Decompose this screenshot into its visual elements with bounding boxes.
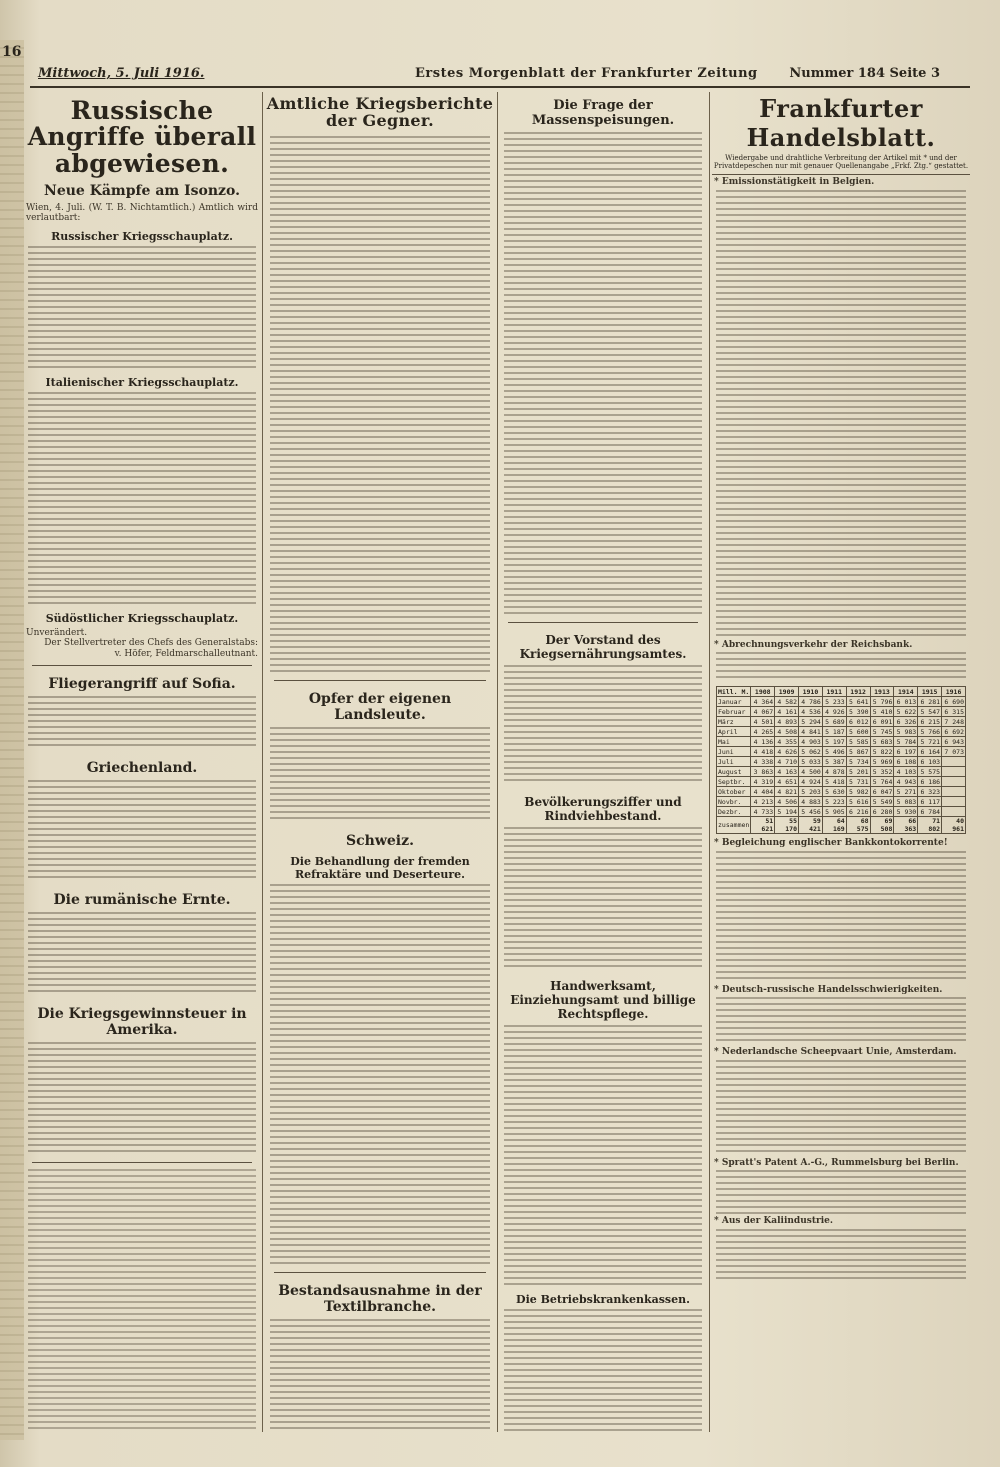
table-cell: 5 766 bbox=[918, 727, 942, 737]
headline-population: Bevölkerungsziffer und Rindviehbestand. bbox=[524, 795, 682, 823]
table-cell: 4 136 bbox=[751, 737, 775, 747]
column-1 bbox=[24, 92, 260, 1432]
dateline: Wien, 4. Juli. (W. T. B. Nichtamtlich.) Amtlich wird verlautbart: bbox=[26, 202, 258, 224]
table-cell: 6 281 bbox=[918, 697, 942, 707]
table-cell: 4 883 bbox=[799, 797, 823, 807]
table-cell: 5 585 bbox=[846, 737, 870, 747]
table-cell: 5 352 bbox=[870, 767, 894, 777]
table-cell: 4 536 bbox=[799, 707, 823, 717]
table-cell: 5 905 bbox=[822, 807, 846, 817]
table-cell: 4 651 bbox=[775, 777, 799, 787]
table-cell: 4 161 bbox=[775, 707, 799, 717]
table-cell: 6 197 bbox=[894, 747, 918, 757]
lead-headline: Russische Angriffe überall abgewiesen. bbox=[27, 96, 257, 178]
divider bbox=[274, 680, 486, 681]
divider bbox=[274, 1272, 486, 1273]
section-italian-front: Italienischer Kriegsschauplatz. bbox=[45, 375, 239, 389]
page-number: 16 bbox=[2, 44, 22, 60]
table-month-cell: Januar bbox=[717, 697, 751, 707]
table-cell: 5 410 bbox=[870, 707, 894, 717]
table-cell: 5 982 bbox=[846, 787, 870, 797]
table-cell: 4 213 bbox=[751, 797, 775, 807]
divider bbox=[508, 622, 698, 623]
table-row bbox=[717, 797, 966, 807]
divider bbox=[32, 665, 252, 666]
table-year-header: 1910 bbox=[799, 687, 823, 697]
table-year-header: 1915 bbox=[918, 687, 942, 697]
table-cell bbox=[942, 787, 966, 797]
table-cell: 5 983 bbox=[894, 727, 918, 737]
table-row bbox=[717, 757, 966, 767]
page-header bbox=[30, 60, 970, 88]
table-month-cell: Septbr. bbox=[717, 777, 751, 787]
table-cell: 4 821 bbox=[775, 787, 799, 797]
item-potash: * Aus der Kaliindustrie. bbox=[714, 1216, 833, 1226]
table-cell: 6 108 bbox=[894, 757, 918, 767]
article-body bbox=[716, 997, 966, 1045]
table-cell: 5 575 bbox=[918, 767, 942, 777]
table-cell: 4 926 bbox=[822, 707, 846, 717]
table-cell: 6 326 bbox=[894, 717, 918, 727]
table-cell: 5 630 bbox=[822, 787, 846, 797]
headline-sofia: Fliegerangriff auf Sofia. bbox=[48, 676, 236, 693]
table-cell bbox=[942, 807, 966, 817]
table-row bbox=[717, 777, 966, 787]
article-body bbox=[28, 780, 256, 882]
table-cell: 4 404 bbox=[751, 787, 775, 797]
article-body bbox=[504, 1309, 702, 1432]
table-cell: 5 033 bbox=[799, 757, 823, 767]
signoff: Der Stellvertreter des Chefs des Generalstabs: bbox=[44, 638, 258, 649]
signoff-name: v. Höfer, Feldmarschalleutnant. bbox=[114, 648, 258, 659]
header-date: Mittwoch, 5. Juli 1916. bbox=[38, 66, 205, 81]
article-body bbox=[716, 851, 966, 983]
header-title: Erstes Morgenblatt der Frankfurter Zeitung bbox=[415, 66, 758, 81]
table-cell: 5 203 bbox=[799, 787, 823, 797]
item-shipping-union: * Nederlandsche Scheepvaart Unie, Amsterdam. bbox=[714, 1047, 957, 1057]
table-cell: 4 067 bbox=[751, 707, 775, 717]
column-2 bbox=[266, 92, 494, 1432]
table-cell: 5 233 bbox=[822, 697, 846, 707]
article-body bbox=[270, 1319, 490, 1429]
clearing-stats-table bbox=[716, 686, 966, 834]
table-cell: 5 197 bbox=[822, 737, 846, 747]
table-row bbox=[717, 787, 966, 797]
headline-harvest: Die rumänische Ernte. bbox=[53, 892, 231, 909]
table-cell: 5 616 bbox=[846, 797, 870, 807]
article-body bbox=[504, 132, 702, 616]
table-row bbox=[717, 767, 966, 777]
table-cell: 5 390 bbox=[846, 707, 870, 717]
article-body bbox=[504, 1025, 702, 1287]
table-cell: 4 878 bbox=[822, 767, 846, 777]
column-3 bbox=[500, 92, 706, 1432]
item-english-banks: * Begleichung englischer Bankkontokorrente! bbox=[714, 838, 948, 848]
table-total-cell: 51 621 bbox=[751, 817, 775, 834]
table-row bbox=[717, 707, 966, 717]
table-cell bbox=[942, 777, 966, 787]
table-cell: 5 456 bbox=[799, 807, 823, 817]
section-masthead: Frankfurter Handelsblatt. bbox=[746, 94, 936, 152]
headline-reports: Amtliche Kriegsberichte der Gegner. bbox=[266, 94, 494, 130]
table-cell: 5 418 bbox=[822, 777, 846, 787]
table-cell: 5 641 bbox=[846, 697, 870, 707]
table-cell: 5 223 bbox=[822, 797, 846, 807]
table-cell: 4 338 bbox=[751, 757, 775, 767]
article-body bbox=[28, 912, 256, 996]
table-cell: 5 600 bbox=[846, 727, 870, 737]
table-cell: 5 387 bbox=[822, 757, 846, 767]
lead-subhead: Neue Kämpfe am Isonzo. bbox=[44, 182, 240, 199]
table-cell: 5 764 bbox=[870, 777, 894, 787]
masthead-note: Wiedergabe und drahtliche Verbreitung der Artikel mit * und der Privatdepeschen nur mit genauer Quellenangabe „Frkf. Ztg.“ gestattet. bbox=[713, 154, 969, 170]
article-body bbox=[28, 1042, 256, 1156]
article-body bbox=[716, 190, 966, 638]
headline-board: Der Vorstand des Kriegsernährungsamtes. bbox=[519, 633, 687, 661]
table-cell: 4 903 bbox=[799, 737, 823, 747]
table-total-row bbox=[717, 817, 966, 834]
table-month-cell: April bbox=[717, 727, 751, 737]
table-cell: 5 083 bbox=[894, 797, 918, 807]
subhead-swiss: Die Behandlung der fremden Refraktäre und Deserteure. bbox=[290, 854, 470, 881]
table-cell: 5 549 bbox=[870, 797, 894, 807]
article-body bbox=[28, 696, 256, 750]
table-cell: 5 683 bbox=[870, 737, 894, 747]
table-month-cell: Mai bbox=[717, 737, 751, 747]
table-cell: 5 547 bbox=[918, 707, 942, 717]
table-total-cell: 59 421 bbox=[799, 817, 823, 834]
headline-textile: Bestandsausnahme in der Textilbranche. bbox=[278, 1282, 482, 1315]
table-year-header: 1913 bbox=[870, 687, 894, 697]
table-cell: 4 103 bbox=[894, 767, 918, 777]
table-cell: 4 943 bbox=[894, 777, 918, 787]
table-cell: 5 622 bbox=[894, 707, 918, 717]
table-total-cell: 66 363 bbox=[894, 817, 918, 834]
table-cell: 4 500 bbox=[799, 767, 823, 777]
binding-edge bbox=[0, 40, 24, 1440]
table-cell: 4 710 bbox=[775, 757, 799, 767]
table-row bbox=[717, 727, 966, 737]
table-cell: 5 796 bbox=[870, 697, 894, 707]
table-cell: 4 508 bbox=[775, 727, 799, 737]
status-text: Unverändert. bbox=[26, 627, 88, 638]
table-header-row bbox=[717, 687, 966, 697]
table-cell: 5 745 bbox=[870, 727, 894, 737]
article-body bbox=[270, 884, 490, 1266]
table-total-cell: 71 802 bbox=[918, 817, 942, 834]
table-row bbox=[717, 717, 966, 727]
table-cell: 4 418 bbox=[751, 747, 775, 757]
table-month-cell: Juni bbox=[717, 747, 751, 757]
table-cell bbox=[942, 757, 966, 767]
table-cell: 4 319 bbox=[751, 777, 775, 787]
table-cell: 4 786 bbox=[799, 697, 823, 707]
table-cell: 4 582 bbox=[775, 697, 799, 707]
column-rule bbox=[497, 92, 498, 1432]
table-cell: 4 355 bbox=[775, 737, 799, 747]
item-belgium: * Emissionstätigkeit in Belgien. bbox=[714, 177, 875, 187]
article-body bbox=[504, 827, 702, 969]
table-cell: 4 501 bbox=[751, 717, 775, 727]
table-total-cell: 69 508 bbox=[870, 817, 894, 834]
table-total-cell: 40 961 bbox=[942, 817, 966, 834]
article-body bbox=[504, 665, 702, 785]
column-rule bbox=[262, 92, 263, 1432]
article-body bbox=[270, 727, 490, 823]
divider bbox=[32, 1162, 252, 1163]
table-cell bbox=[942, 797, 966, 807]
table-year-header: 1908 bbox=[751, 687, 775, 697]
table-month-cell: Dezbr. bbox=[717, 807, 751, 817]
table-cell: 5 187 bbox=[822, 727, 846, 737]
table-cell: 6 117 bbox=[918, 797, 942, 807]
table-cell: 5 822 bbox=[870, 747, 894, 757]
table-cell: 6 323 bbox=[918, 787, 942, 797]
table-cell: 6 186 bbox=[918, 777, 942, 787]
item-reichsbank: * Abrechnungsverkehr der Reichsbank. bbox=[714, 639, 913, 650]
table-year-header: 1912 bbox=[846, 687, 870, 697]
table-cell: 5 496 bbox=[822, 747, 846, 757]
table-cell: 6 047 bbox=[870, 787, 894, 797]
table-cell: 5 930 bbox=[894, 807, 918, 817]
table-cell: 4 626 bbox=[775, 747, 799, 757]
table-cell: 5 194 bbox=[775, 807, 799, 817]
table-month-cell: August bbox=[717, 767, 751, 777]
table-cell: 6 164 bbox=[918, 747, 942, 757]
table-cell: 4 733 bbox=[751, 807, 775, 817]
header-issue: Nummer 184 Seite 3 bbox=[789, 66, 940, 81]
table-total-cell: 55 170 bbox=[775, 817, 799, 834]
table-cell: 6 315 bbox=[942, 707, 966, 717]
table-year-header: 1916 bbox=[942, 687, 966, 697]
table-month-cell: Novbr. bbox=[717, 797, 751, 807]
table-cell: 7 073 bbox=[942, 747, 966, 757]
article-body bbox=[28, 392, 256, 606]
table-cell: 4 924 bbox=[799, 777, 823, 787]
headline-mass-feeding: Die Frage der Massenspeisungen. bbox=[531, 98, 675, 128]
headline-swiss: Schweiz. bbox=[346, 832, 414, 849]
table-body bbox=[717, 697, 966, 834]
table-cell: 4 265 bbox=[751, 727, 775, 737]
article-body bbox=[270, 136, 490, 674]
article-body bbox=[716, 1170, 966, 1214]
table-row bbox=[717, 747, 966, 757]
table-month-cell: März bbox=[717, 717, 751, 727]
table-corner: Mill. M. bbox=[718, 687, 750, 696]
item-spratts: * Spratt's Patent A.-G., Rummelsburg bei Berlin. bbox=[714, 1157, 959, 1168]
table-row bbox=[717, 807, 966, 817]
table-month-cell: Februar bbox=[717, 707, 751, 717]
table-cell: 5 969 bbox=[870, 757, 894, 767]
column-4 bbox=[712, 92, 970, 1432]
table-cell: 6 692 bbox=[942, 727, 966, 737]
headline-craft-office: Handwerksamt, Einziehungsamt und billige Rechtspflege. bbox=[510, 979, 696, 1021]
table-year-header: 1914 bbox=[894, 687, 918, 697]
item-russian-trade: * Deutsch-russische Handelsschwierigkeiten. bbox=[714, 984, 943, 995]
table-cell: 5 201 bbox=[846, 767, 870, 777]
article-body bbox=[716, 1060, 966, 1156]
table-cell: 5 784 bbox=[894, 737, 918, 747]
table-cell: 5 731 bbox=[846, 777, 870, 787]
table-cell: 5 294 bbox=[799, 717, 823, 727]
table-cell: 5 867 bbox=[846, 747, 870, 757]
table-cell: 5 271 bbox=[894, 787, 918, 797]
table-year-header: 1911 bbox=[822, 687, 846, 697]
table-cell: 5 689 bbox=[822, 717, 846, 727]
table-cell: 7 248 bbox=[942, 717, 966, 727]
table-cell: 6 690 bbox=[942, 697, 966, 707]
table-cell: 6 216 bbox=[846, 807, 870, 817]
table-cell: 6 091 bbox=[870, 717, 894, 727]
table-total-label: zusammen bbox=[717, 817, 751, 834]
article-body bbox=[716, 1229, 966, 1283]
table-row bbox=[717, 697, 966, 707]
table-cell: 5 734 bbox=[846, 757, 870, 767]
table-month-cell: Juli bbox=[717, 757, 751, 767]
table-cell: 5 721 bbox=[918, 737, 942, 747]
article-body bbox=[28, 246, 256, 370]
table-cell: 4 893 bbox=[775, 717, 799, 727]
table-cell bbox=[942, 767, 966, 777]
table-cell: 6 013 bbox=[894, 697, 918, 707]
table-cell: 3 863 bbox=[751, 767, 775, 777]
table-month-cell: Oktober bbox=[717, 787, 751, 797]
table-cell: 6 943 bbox=[942, 737, 966, 747]
table-cell: 4 506 bbox=[775, 797, 799, 807]
headline-war-tax: Die Kriegsgewinnsteuer in Amerika. bbox=[37, 1006, 247, 1039]
table-cell: 6 280 bbox=[870, 807, 894, 817]
headline-health-funds: Die Betriebskrankenkassen. bbox=[516, 1293, 690, 1306]
feuilleton-body bbox=[28, 1169, 256, 1432]
table-cell: 5 062 bbox=[799, 747, 823, 757]
divider bbox=[712, 174, 970, 175]
table-cell: 4 364 bbox=[751, 697, 775, 707]
table-cell: 4 163 bbox=[775, 767, 799, 777]
table-total-cell: 64 169 bbox=[822, 817, 846, 834]
column-rule bbox=[709, 92, 710, 1432]
headline-victims: Opfer der eigenen Landsleute. bbox=[308, 690, 452, 723]
table-year-header: 1909 bbox=[775, 687, 799, 697]
table-cell: 6 215 bbox=[918, 717, 942, 727]
table-cell: 6 012 bbox=[846, 717, 870, 727]
section-southeast-front: Südöstlicher Kriegsschauplatz. bbox=[45, 611, 239, 625]
headline-greece: Griechenland. bbox=[86, 760, 198, 777]
table-cell: 6 784 bbox=[918, 807, 942, 817]
table-cell: 4 841 bbox=[799, 727, 823, 737]
table-cell: 6 103 bbox=[918, 757, 942, 767]
article-body bbox=[716, 652, 966, 682]
table-row bbox=[717, 737, 966, 747]
section-russian-front: Russischer Kriegsschauplatz. bbox=[51, 229, 233, 243]
table-total-cell: 68 575 bbox=[846, 817, 870, 834]
